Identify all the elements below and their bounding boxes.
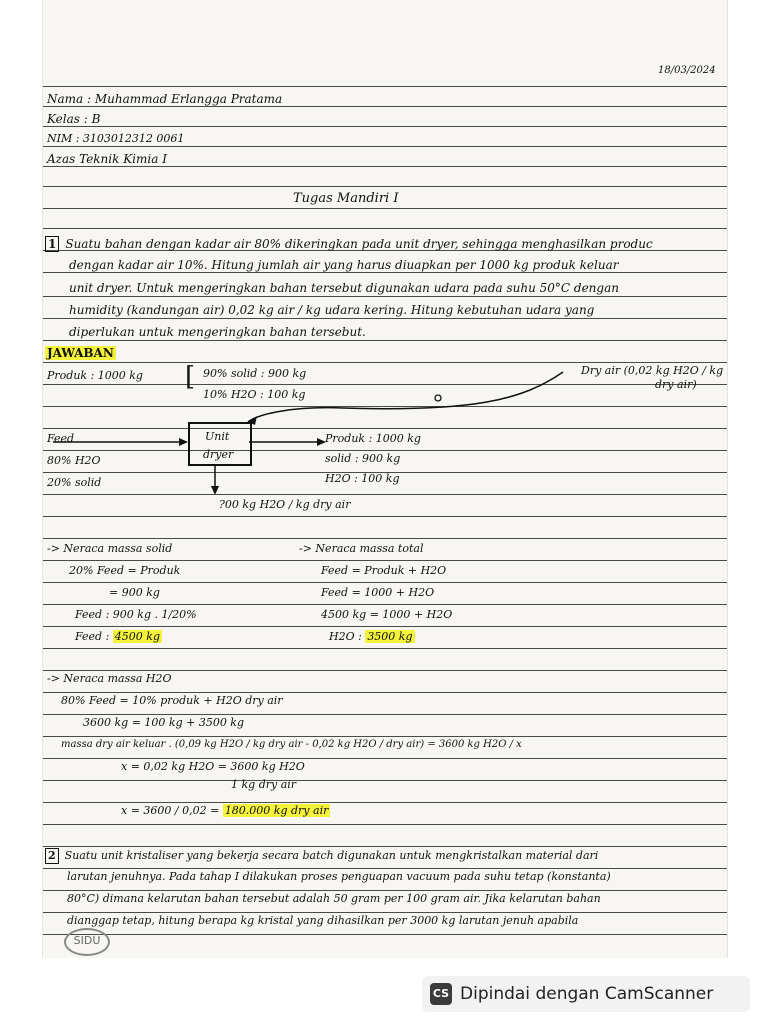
neraca-total-line-2: Feed = 1000 + H2O bbox=[321, 586, 435, 599]
ruled-line bbox=[43, 604, 727, 605]
ruled-line bbox=[43, 106, 727, 107]
out-solid: solid : 900 kg bbox=[325, 452, 401, 465]
ruled-line bbox=[43, 912, 727, 913]
camscanner-text: Dipindai dengan CamScanner bbox=[460, 984, 714, 1004]
question-1-line-4: humidity (kandungan air) 0,02 kg air / kg udara kering. Hitung kebutuhan udara yang bbox=[69, 303, 595, 317]
ruled-line bbox=[43, 736, 727, 737]
out-produk: Produk : 1000 kg bbox=[325, 432, 421, 445]
question-2-line-2: larutan jenuhnya. Pada tahap I dilakukan proses penguapan vacuum pada suhu tetap (konstanta) bbox=[67, 870, 611, 883]
neraca-solid-line-1: 20% Feed = Produk bbox=[69, 564, 181, 577]
question-2-line-3: 80°C) dimana kelarutan bahan tersebut adalah 50 gram per 100 gram air. Jika kelarutan bahan bbox=[67, 892, 601, 905]
jawaban-label: JAWABAN bbox=[47, 346, 114, 360]
ruled-line bbox=[43, 340, 727, 341]
feed-result: 4500 kg bbox=[114, 630, 160, 643]
ruled-line bbox=[43, 758, 727, 759]
bottom-stream: ?00 kg H2O / kg dry air bbox=[219, 498, 351, 511]
ruled-line bbox=[43, 318, 727, 319]
assignment-title: Tugas Mandiri I bbox=[293, 191, 399, 206]
produk-label: Produk : 1000 kg bbox=[47, 369, 143, 382]
brace: [ bbox=[185, 362, 196, 392]
date: 18/03/2024 bbox=[658, 65, 716, 76]
ruled-line bbox=[43, 846, 727, 847]
question-1-line-2: dengan kadar air 10%. Hitung jumlah air yang harus diuapkan per 1000 kg produk keluar bbox=[69, 258, 619, 272]
neraca-h2o-title: -> Neraca massa H2O bbox=[47, 672, 172, 685]
ruled-line bbox=[43, 890, 727, 891]
feed-h2o: 80% H2O bbox=[47, 454, 101, 467]
question-2-line-1: 2 Suatu unit kristaliser yang bekerja secara batch digunakan untuk mengkristalkan material dari bbox=[45, 848, 598, 864]
neraca-h2o-line-4: x = 0,02 kg H2O = 3600 kg H2O bbox=[121, 760, 305, 773]
neraca-solid-line-4: Feed : 4500 kg bbox=[75, 630, 160, 643]
ruled-line bbox=[43, 626, 727, 627]
out-h2o: H2O : 100 kg bbox=[325, 472, 400, 485]
camscanner-icon: CS bbox=[430, 983, 452, 1005]
ruled-line bbox=[43, 934, 727, 935]
neraca-total-title: -> Neraca massa total bbox=[299, 542, 424, 555]
dry-air-label: Dry air (0,02 kg H2O / kg bbox=[581, 364, 724, 377]
question-1-line-5: diperlukan untuk mengeringkan bahan tersebut. bbox=[69, 325, 366, 339]
ruled-line bbox=[43, 692, 727, 693]
ruled-line bbox=[43, 868, 727, 869]
ruled-line bbox=[43, 670, 727, 671]
neraca-h2o-line-2: 3600 kg = 100 kg + 3500 kg bbox=[83, 716, 245, 729]
notebook-page bbox=[42, 0, 728, 958]
feed-solid: 20% solid bbox=[47, 476, 102, 489]
course-name: Azas Teknik Kimia I bbox=[47, 152, 167, 166]
question-1-number: 1 bbox=[45, 236, 59, 252]
ruled-line bbox=[43, 86, 727, 87]
ruled-line bbox=[43, 648, 727, 649]
ruled-line bbox=[43, 802, 727, 803]
ruled-line bbox=[43, 126, 727, 127]
neraca-total-line-1: Feed = Produk + H2O bbox=[321, 564, 447, 577]
ruled-line bbox=[43, 228, 727, 229]
ruled-line bbox=[43, 582, 727, 583]
neraca-h2o-line-5: 1 kg dry air bbox=[231, 778, 297, 791]
neraca-h2o-line-6: x = 3600 / 0,02 = 180.000 kg dry air bbox=[121, 804, 329, 817]
neraca-solid-title: -> Neraca massa solid bbox=[47, 542, 173, 555]
neraca-h2o-line-1: 80% Feed = 10% produk + H2O dry air bbox=[61, 694, 283, 707]
question-1-line-3: unit dryer. Untuk mengeringkan bahan tersebut digunakan udara pada suhu 50°C dengan bbox=[69, 281, 619, 295]
camscanner-watermark bbox=[422, 976, 750, 1012]
student-nim: NIM : 3103012312 0061 bbox=[47, 132, 185, 145]
dry-air-label-2: dry air) bbox=[655, 378, 697, 391]
ruled-line bbox=[43, 272, 727, 273]
produk-h2o: 10% H2O : 100 kg bbox=[203, 388, 306, 401]
neraca-total-line-3: 4500 kg = 1000 + H2O bbox=[321, 608, 453, 621]
ruled-line bbox=[43, 166, 727, 167]
question-2-line-4: dianggap tetap, hitung berapa kg kristal yang dihasilkan per 3000 kg larutan jenuh apabila bbox=[67, 914, 579, 927]
dry-air-result: 180.000 kg dry air bbox=[224, 804, 329, 817]
sidu-logo: SIDU bbox=[64, 928, 110, 956]
neraca-solid-line-2: = 900 kg bbox=[109, 586, 160, 599]
student-name: Nama : Muhammad Erlangga Pratama bbox=[47, 92, 283, 106]
ruled-line bbox=[43, 296, 727, 297]
ruled-line bbox=[43, 146, 727, 147]
neraca-solid-line-3: Feed : 900 kg . 1/20% bbox=[75, 608, 197, 621]
produk-solid: 90% solid : 900 kg bbox=[203, 367, 307, 380]
question-1-line-1: 1 Suatu bahan dengan kadar air 80% dikeringkan pada unit dryer, sehingga menghasilkan produc bbox=[45, 236, 653, 252]
ruled-line bbox=[43, 780, 727, 781]
ruled-line bbox=[43, 538, 727, 539]
ruled-line bbox=[43, 186, 727, 187]
student-class: Kelas : B bbox=[47, 112, 101, 126]
question-2-number: 2 bbox=[45, 848, 59, 864]
ruled-line bbox=[43, 824, 727, 825]
h2o-result: 3500 kg bbox=[367, 630, 413, 643]
neraca-h2o-line-3: massa dry air keluar . (0,09 kg H2O / kg dry air - 0,02 kg H2O / dry air) = 3600 kg H2O / x bbox=[61, 739, 522, 750]
ruled-line bbox=[43, 714, 727, 715]
ruled-line bbox=[43, 208, 727, 209]
neraca-total-line-4: H2O : 3500 kg bbox=[329, 630, 413, 643]
feed-label: Feed bbox=[47, 432, 75, 445]
unit-label: Unit bbox=[205, 430, 230, 443]
dryer-label: dryer bbox=[203, 448, 234, 461]
ruled-line bbox=[43, 560, 727, 561]
